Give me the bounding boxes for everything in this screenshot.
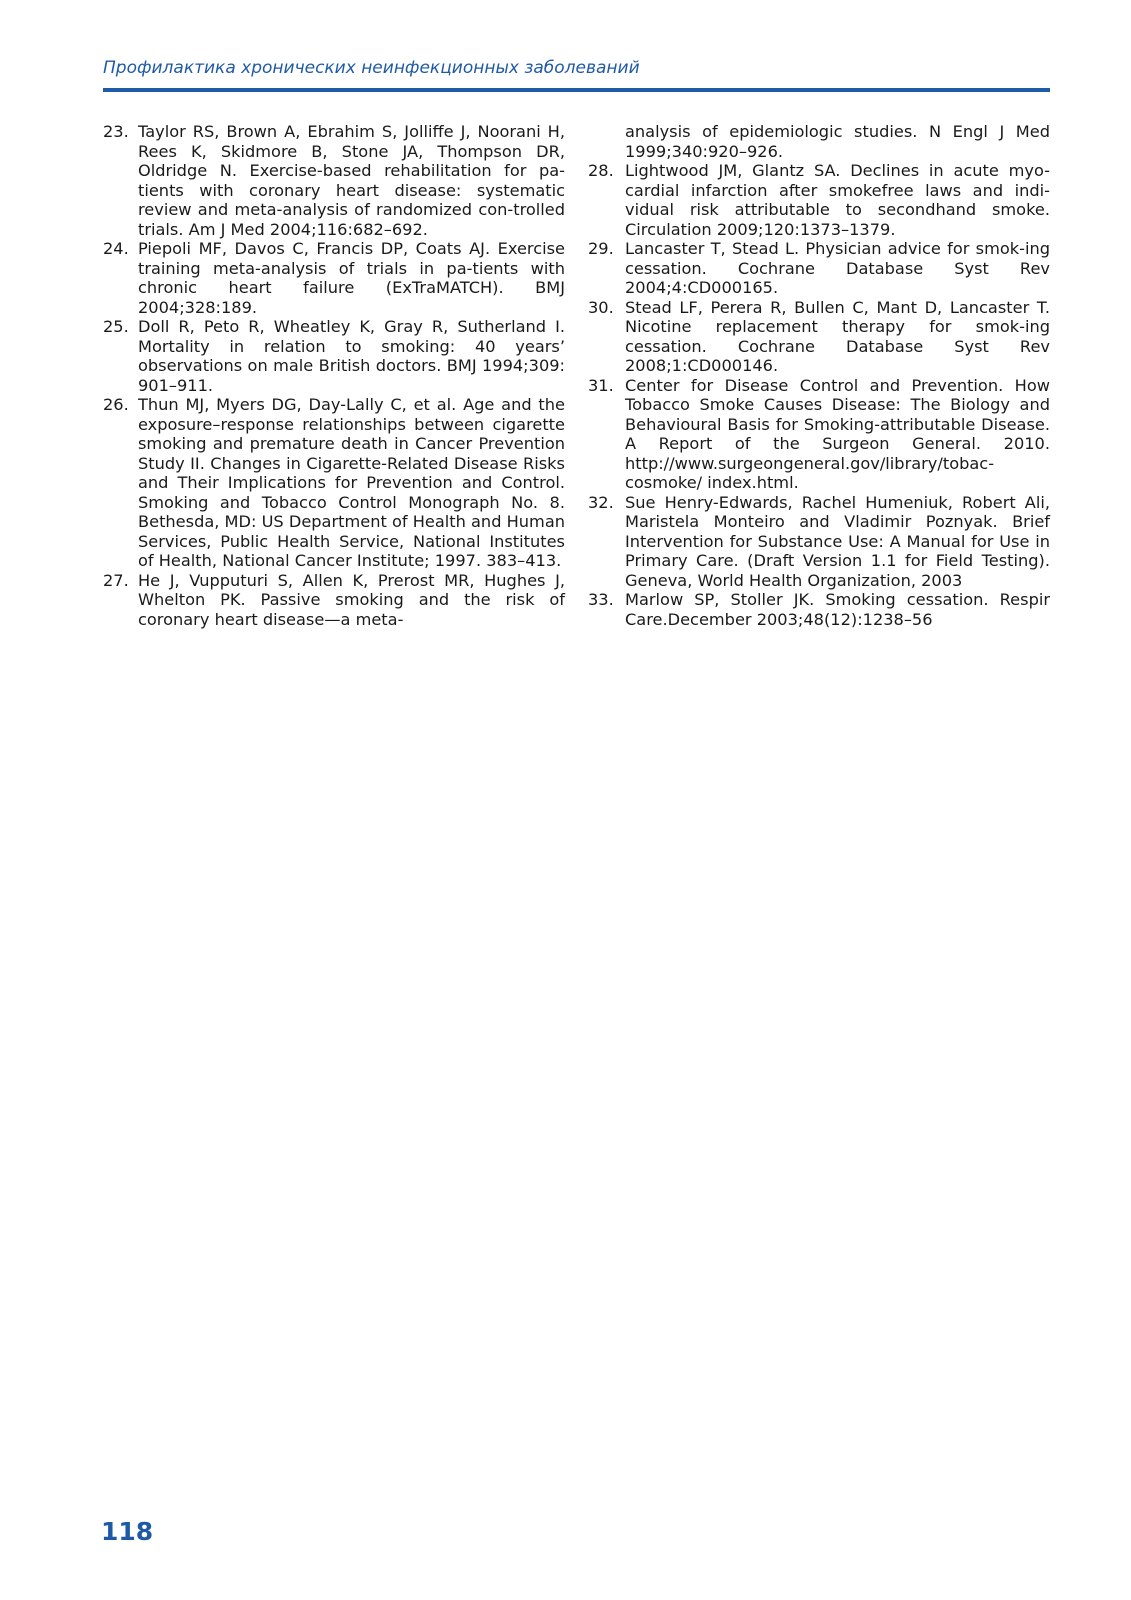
reference-number: 27. [103, 570, 129, 590]
reference-number: 24. [103, 239, 129, 258]
reference-text: Sue Henry-Edwards, Rachel Humeniuk, Robert Ali, Maristela Monteiro and Vladimir Poznyak. Brief Intervention for Substance Use: A Manual for Use in Primary Care. (Draft Version 1.1 for Field Testing). Geneva, World Health Organization, 2003 [625, 492, 1050, 590]
reference-text: Lancaster T, Stead L. Physician advice for smok-ing cessation. Cochrane Database Syst Rev 2004;4:CD000165. [625, 239, 1050, 297]
reference-item [103, 395, 565, 571]
reference-item [588, 590, 1050, 629]
reference-list-left [103, 122, 565, 629]
header-rule [103, 88, 1050, 92]
reference-number: 33. [588, 590, 614, 609]
reference-number: 29. [588, 239, 614, 258]
reference-item [103, 239, 565, 317]
reference-item [588, 493, 1050, 591]
reference-text: Piepoli MF, Davos C, Francis DP, Coats AJ. Exercise training meta-analysis of trials in pa-tients with chronic heart failure (ExTraMATCH). BMJ 2004;328:189. [138, 239, 565, 317]
reference-item [103, 317, 565, 395]
reference-text: Thun MJ, Myers DG, Day-Lally C, et al. Age and the exposure–response relationships between cigarette smoking and premature death in Cancer Prevention Study II. Changes in Cigarette-Related Disease Risks and Their Implications for Prevention and Control. Smoking and Tobacco Control Monograph No. 8. Bethesda, MD: US Department of Health and Human Services, Public Health Service, National Institutes of Health, National Cancer Institute; 1997. 383–413. [138, 395, 565, 570]
reference-item [588, 239, 1050, 298]
reference-text: Stead LF, Perera R, Bullen C, Mant D, Lancaster T. Nicotine replacement therapy for smok-ing cessation. Cochrane Database Syst Rev 2008;1:CD000146. [625, 297, 1050, 375]
reference-continuation [588, 122, 1050, 161]
reference-list-right [588, 122, 1050, 629]
reference-number: 32. [588, 492, 614, 512]
reference-text: Taylor RS, Brown A, Ebrahim S, Jolliffe J, Noorani H, Rees K, Skidmore B, Stone JA, Thompson DR, Oldridge N. Exercise-based rehabilitation for pa-tients with coronary heart disease: systematic review and meta-analysis of randomized con-trolled trials. Am J Med 2004;116:682–692. [138, 122, 565, 239]
running-header: Профилактика хронических неинфекционных заболеваний [103, 58, 640, 78]
reference-number: 23. [103, 122, 129, 141]
reference-item [103, 571, 565, 630]
reference-item [588, 298, 1050, 376]
reference-item [588, 376, 1050, 493]
reference-text: Marlow SP, Stoller JK. Smoking cessation. Respir Care.December 2003;48(12):1238–56 [625, 590, 1050, 629]
reference-text: Lightwood JM, Glantz SA. Declines in acute myo-cardial infarction after smokefree laws and indi-vidual risk attributable to secondhand smoke. Circulation 2009;120:1373–1379. [625, 161, 1050, 239]
reference-text: Center for Disease Control and Prevention. How Tobacco Smoke Causes Disease: The Biology and Behavioural Basis for Smoking-attributable Disease. A Report of the Surgeon General. 2010. http://www.surgeongeneral.gov/library/tobac-cosmoke/ index.html. [625, 375, 1050, 492]
reference-number: 26. [103, 395, 129, 414]
reference-number: 30. [588, 297, 614, 317]
reference-text: Doll R, Peto R, Wheatley K, Gray R, Sutherland I. Mortality in relation to smoking: 40 years’ observations on male British doctors. BMJ 1994;309: 901–911. [138, 317, 565, 395]
reference-number: 28. [588, 161, 614, 180]
reference-text: analysis of epidemiologic studies. N Engl J Med 1999;340:920–926. [625, 122, 1050, 161]
reference-number: 25. [103, 317, 129, 336]
reference-number: 31. [588, 375, 614, 395]
page-number: 118 [101, 1517, 154, 1546]
reference-item [103, 122, 565, 239]
reference-text: He J, Vupputuri S, Allen K, Prerost MR, Hughes J, Whelton PK. Passive smoking and the risk of coronary heart disease—a meta- [138, 570, 565, 629]
reference-item [588, 161, 1050, 239]
